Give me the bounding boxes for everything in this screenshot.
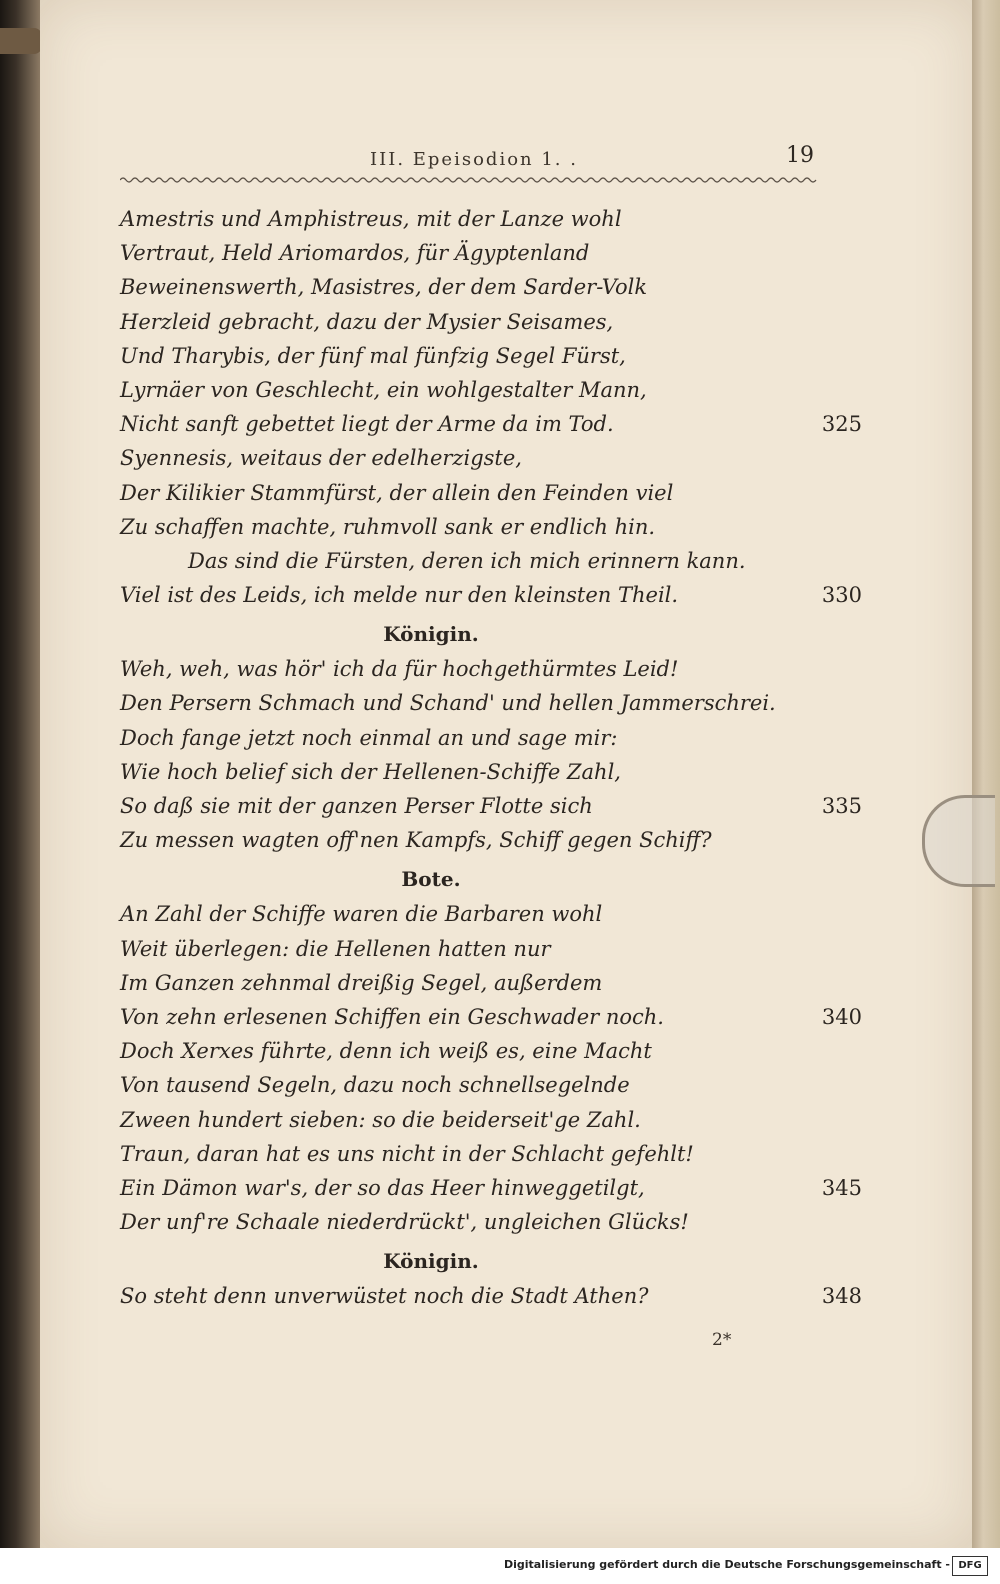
line-number: 330: [821, 583, 862, 608]
verse-line: [120, 1205, 862, 1239]
verse-line-text: Von tausend Segeln, dazu noch schnellsegelnde: [120, 1073, 630, 1098]
verse-line: [120, 202, 862, 236]
verse-line-text: Weh, weh, was hör' ich da für hochgethürmtes Leid!: [120, 657, 679, 682]
running-title: III. Epeisodion 1. .: [370, 149, 578, 170]
verse-line: [120, 441, 862, 475]
verse-line-text: Wie hoch belief sich der Hellenen-Schiffe Zahl,: [120, 759, 621, 784]
line-number: 340: [821, 1004, 862, 1029]
verse-line: [120, 407, 862, 441]
verse-line-text: Lyrnäer von Geschlecht, ein wohlgestalter Mann,: [120, 377, 647, 402]
verse-line-text: Amestris und Amphistreus, mit der Lanze wohl: [120, 207, 622, 231]
verse-line: [120, 686, 862, 720]
verse-line: [120, 1068, 862, 1102]
speaker-heading: Bote.: [401, 867, 461, 892]
verse-line-text: Weit überlegen: die Hellenen hatten nur: [120, 936, 551, 961]
line-number: 325: [821, 412, 862, 437]
verse-line-text: Der unf're Schaale niederdrückt', ungleichen Glücks!: [120, 1210, 689, 1235]
verse-line-text: Beweinenswerth, Masistres, der dem Sarder-Volk: [120, 275, 648, 300]
verse-line-text: Syennesis, weitaus der edelherzigste,: [120, 446, 522, 471]
dfg-logo: DFG: [952, 1556, 988, 1576]
verse-line-text: So steht denn unverwüstet noch die Stadt Athen?: [120, 1284, 649, 1309]
verse-line: [120, 305, 862, 339]
verse-line: [120, 789, 862, 823]
verse-line-text: Und Tharybis, der fünf mal fünfzig Segel Fürst,: [120, 343, 626, 368]
speaker-heading: Königin.: [383, 1249, 479, 1274]
line-number: 335: [821, 794, 862, 818]
verse-line-text: Doch fange jetzt noch einmal an und sage mir:: [120, 725, 618, 750]
verse-line: [120, 721, 862, 755]
verse-line-text: Vertraut, Held Ariomardos, für Ägyptenland: [120, 241, 590, 266]
verse-line-text: Der Kilikier Stammfürst, der allein den Feinden viel: [120, 480, 674, 505]
verse-line-text: Herzleid gebracht, dazu der Mysier Seisames,: [120, 309, 614, 334]
verse-line-text: Doch Xerxes führte, denn ich weiß es, eine Macht: [120, 1039, 652, 1064]
verse-line: [120, 1103, 862, 1137]
verse-line-text: Das sind die Fürsten, deren ich mich erinnern kann.: [188, 548, 746, 573]
page-number: 19: [786, 143, 814, 168]
verse-line-text: So daß sie mit der ganzen Perser Flotte sich: [120, 794, 593, 818]
verse-line-text: Ein Dämon war's, der so das Heer hinweggetilgt,: [120, 1175, 645, 1200]
verse-line: [120, 897, 862, 931]
verse-line: [120, 1171, 862, 1205]
line-number: 348: [821, 1284, 862, 1309]
verse-line-text: Den Persern Schmach und Schand' und hellen Jammerschrei.: [120, 691, 776, 716]
verse-line: [120, 1137, 862, 1171]
running-header: [120, 143, 820, 175]
verse-line: [120, 932, 862, 966]
verse-line-text: Zween hundert sieben: so die beiderseit'ge Zahl.: [120, 1107, 641, 1132]
verse-line-text: Von zehn erlesenen Schiffen ein Geschwader noch.: [120, 1004, 664, 1029]
verse-line: [120, 510, 862, 544]
verse-line: [120, 755, 862, 789]
verse-text: [120, 202, 862, 1313]
verse-line-text: Viel ist des Leids, ich melde nur den kleinsten Theil.: [120, 583, 679, 608]
signature-mark: 2*: [712, 1330, 732, 1350]
book-gutter-shadow: [0, 0, 40, 1548]
verse-line: [120, 544, 862, 578]
funding-credit: Digitalisierung gefördert durch die Deutsche Forschungsgemeinschaft -: [503, 1558, 950, 1571]
verse-line-text: Nicht sanft gebettet liegt der Arme da im Tod.: [120, 412, 614, 437]
verse-line-text: Zu messen wagten off'nen Kampfs, Schiff gegen Schiff?: [120, 828, 712, 853]
bookmark-tab: [0, 28, 42, 54]
digitization-footer: [0, 1548, 1000, 1584]
verse-line: [120, 578, 862, 612]
verse-line-text: Im Ganzen zehnmal dreißig Segel, außerdem: [120, 970, 603, 995]
decorative-rule: [120, 176, 818, 184]
verse-line-text: An Zahl der Schiffe waren die Barbaren wohl: [120, 902, 603, 927]
verse-line: [120, 1279, 862, 1313]
verse-line: [120, 270, 862, 304]
verse-line: [120, 373, 862, 407]
verse-line: [120, 1000, 862, 1034]
verse-line: [120, 339, 862, 373]
verse-line-text: Traun, daran hat es uns nicht in der Schlacht gefehlt!: [120, 1141, 694, 1166]
page-edge: [972, 0, 1000, 1548]
verse-line: [120, 476, 862, 510]
verse-line: [120, 236, 862, 270]
line-number: 345: [821, 1175, 862, 1200]
verse-line: [120, 652, 862, 686]
speaker-heading: Königin.: [383, 622, 479, 647]
verse-line: [120, 966, 862, 1000]
verse-line: [120, 1034, 862, 1068]
verse-line-text: Zu schaffen machte, ruhmvoll sank er endlich hin.: [120, 514, 656, 539]
verse-line: [120, 823, 862, 857]
page-clip: [922, 795, 995, 887]
